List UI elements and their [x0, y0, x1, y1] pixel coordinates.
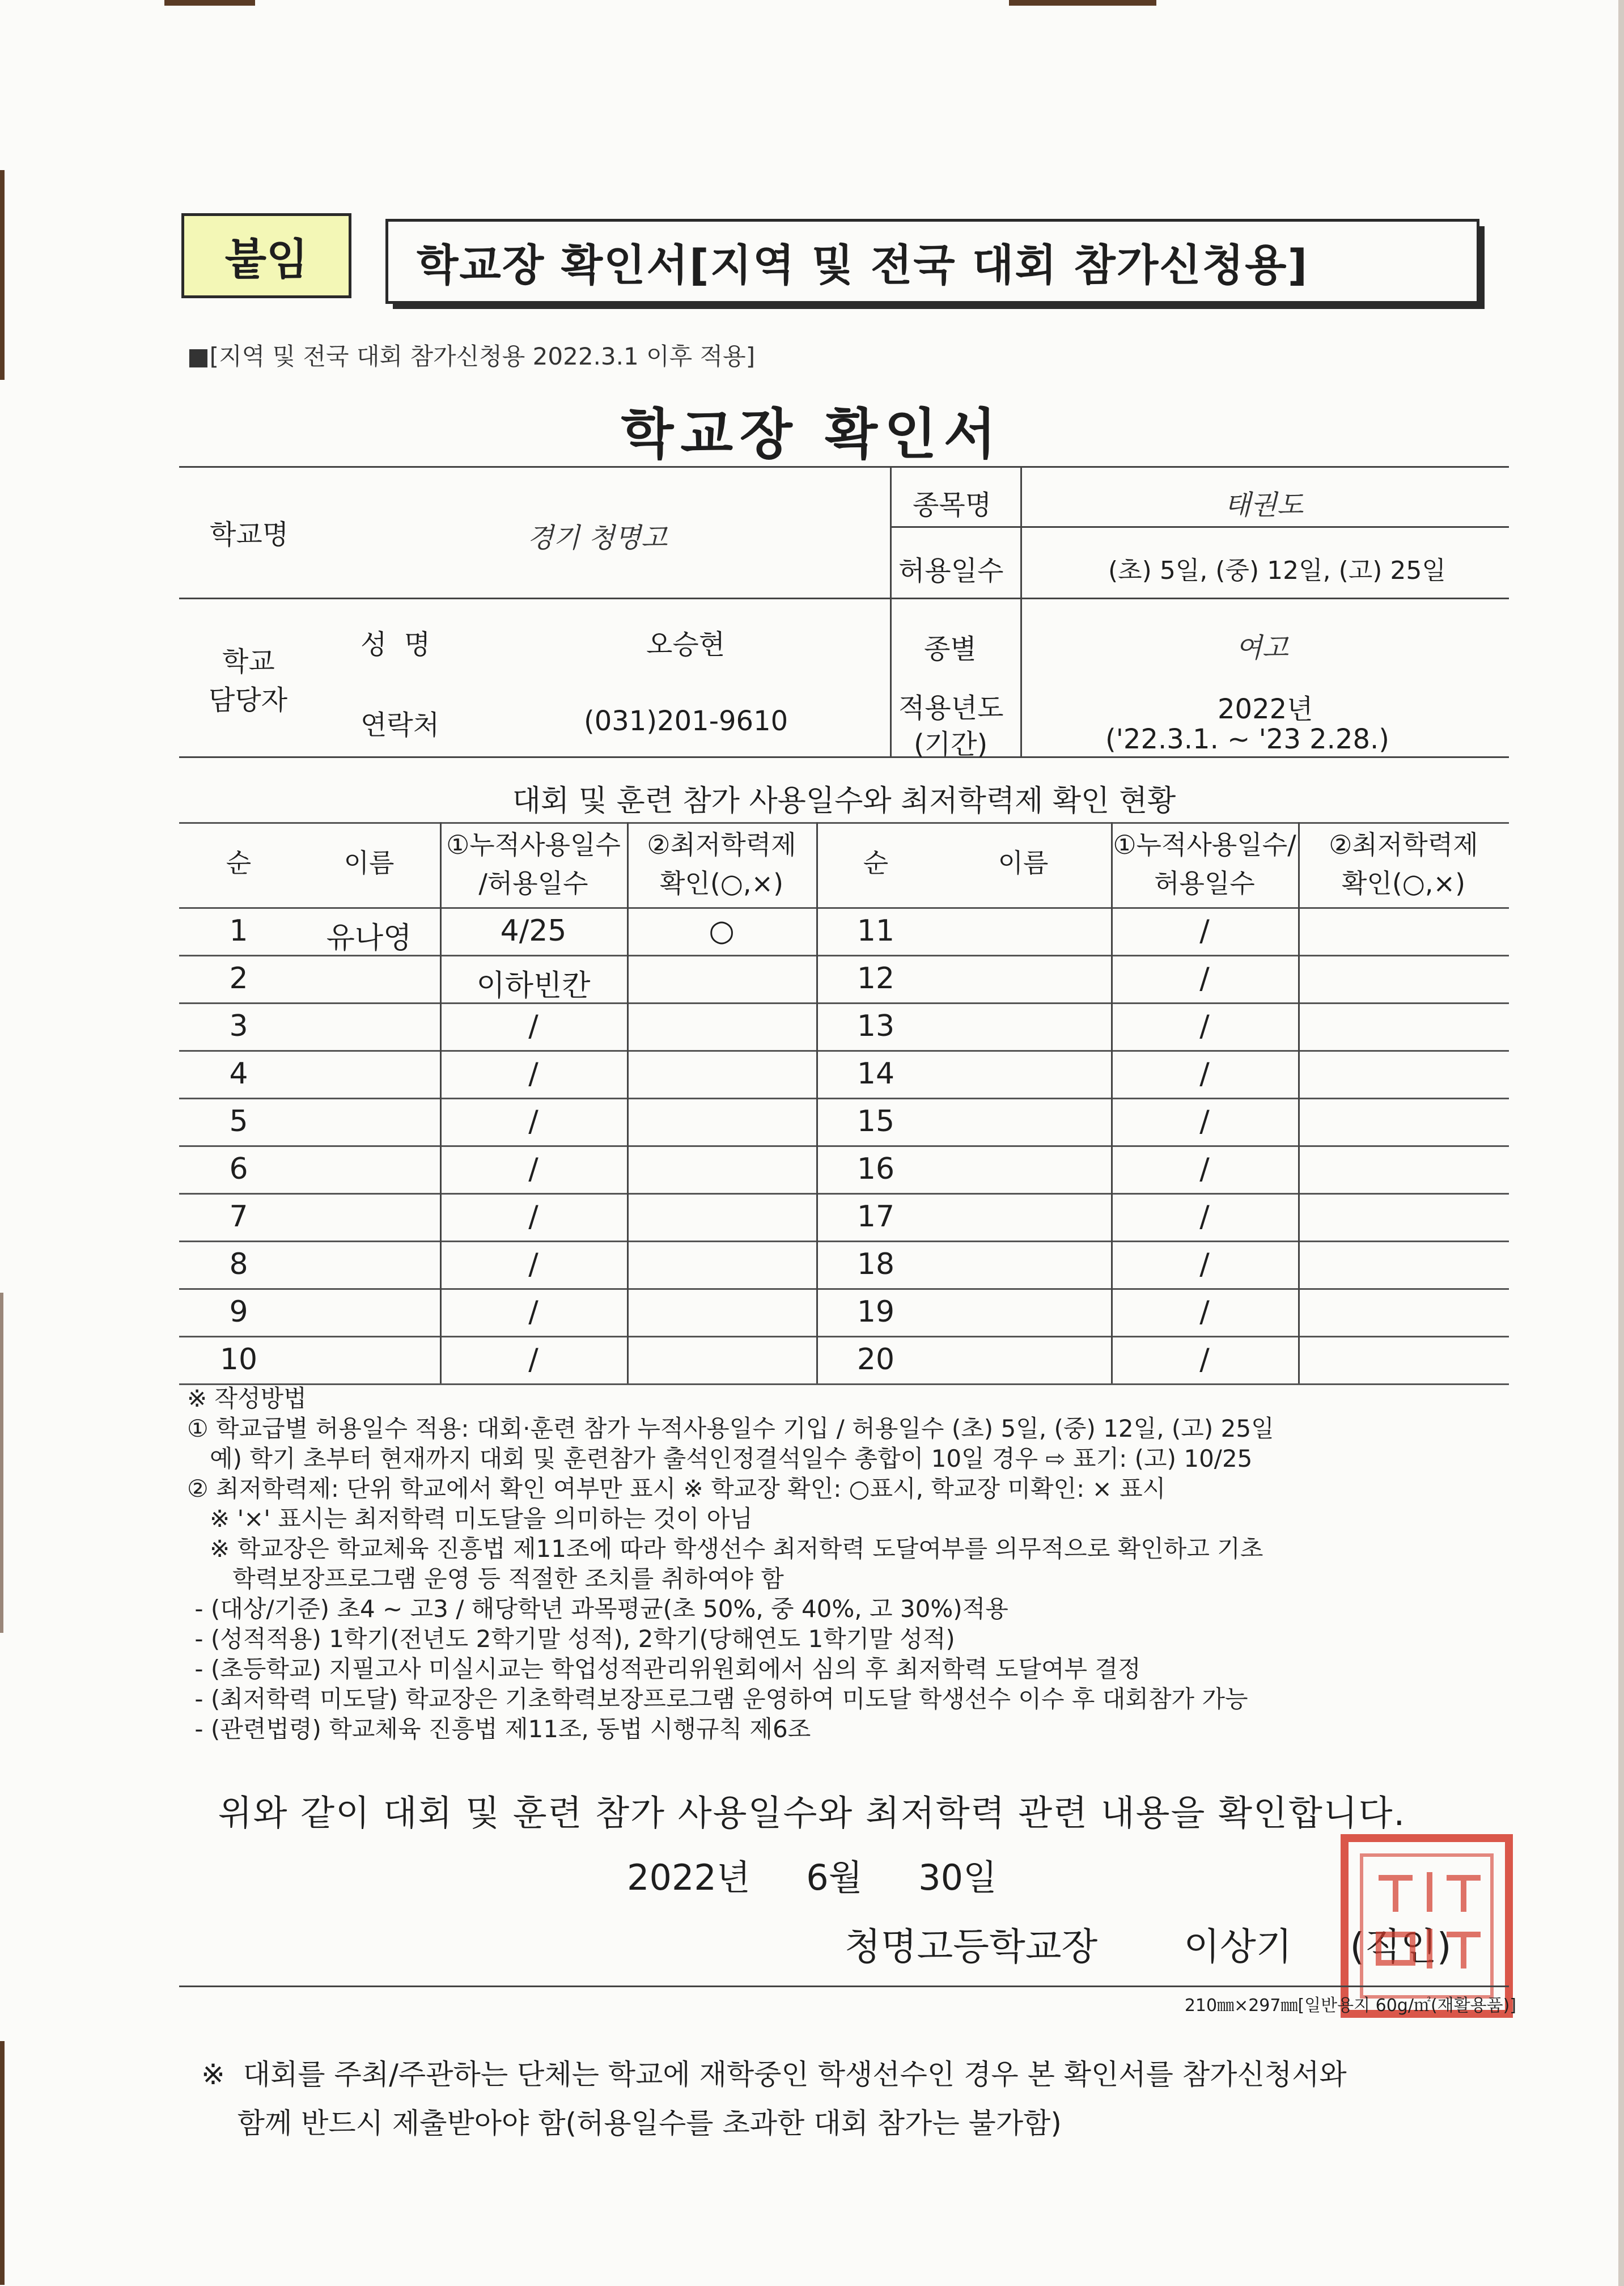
table-row-line — [179, 1288, 1509, 1290]
table-header-line — [179, 907, 1509, 909]
info-line-bottom — [179, 756, 1509, 758]
table-cell-no: 5 — [229, 1104, 248, 1138]
table-cell-days: 4/25 — [500, 914, 567, 948]
table-cell-days: / — [528, 1295, 538, 1329]
table-cell-no-r: 12 — [856, 962, 895, 996]
attachment-tag: 붙임 — [181, 213, 351, 298]
scan-edge-top-left — [164, 0, 255, 6]
table-top-line — [179, 822, 1509, 824]
table-cell-days-r: / — [1199, 1152, 1210, 1186]
instruction-line: 예) 학기 초부터 현재까지 대회 및 훈련참가 출석인정결석일수 총합이 10일 경우 ⇨ 표기: (고) 10/25 — [187, 1445, 1253, 1472]
year-value-2: ('22.3.1. ~ '23 2.28.) — [1105, 723, 1389, 755]
table-cell-no: 7 — [229, 1200, 248, 1234]
staff-label-2: 담당자 — [209, 684, 288, 716]
allowed-days-label: 허용일수 — [898, 555, 1004, 587]
info-vline-2 — [1020, 466, 1022, 756]
instruction-line: - (초등학교) 지필고사 미실시교는 학업성적관리위원회에서 심의 후 최저학력 도달여부 결정 — [187, 1655, 1141, 1683]
sport-label: 종목명 — [913, 489, 992, 521]
header-acad-right-2: 확인(○,×) — [1341, 868, 1466, 899]
table-cell-no: 9 — [229, 1295, 248, 1329]
table-cell-days-r: / — [1199, 962, 1210, 996]
submission-note — [201, 2050, 1347, 2148]
table-cell-no-r: 16 — [856, 1152, 895, 1186]
table-cell-no: 10 — [219, 1343, 258, 1377]
submission-note-line-1: ※ 대회를 주최/주관하는 단체는 학교에 재학중인 학생선수인 경우 본 확인서를 참가신청서와 — [201, 2058, 1347, 2091]
school-label: 학교명 — [210, 519, 289, 551]
header-name-right: 이름 — [998, 848, 1049, 878]
table-cell-days-r: / — [1199, 1343, 1210, 1377]
name-label: 성 명 — [361, 629, 431, 661]
principal-title: 청명고등학교장 — [845, 1925, 1098, 1968]
principal-name: 이상기 — [1184, 1925, 1292, 1968]
header-days-right-1: ①누적사용일수/ — [1113, 829, 1296, 860]
table-cell-days: / — [528, 1200, 538, 1234]
table-vline-5 — [1298, 822, 1300, 1383]
table-cell-days: / — [528, 1343, 538, 1377]
issue-date: 2022년 6월 30일 — [627, 1857, 997, 1898]
table-cell-name: 유나영 — [326, 921, 412, 955]
header-acad-2: 확인(○,×) — [659, 868, 784, 899]
info-vline-1 — [890, 466, 892, 756]
table-row-line — [179, 1002, 1509, 1004]
header-days-2: /허용일수 — [478, 868, 588, 899]
paper-size-note: 210㎜×297㎜[일반용지 60g/㎡(재활용품)] — [1184, 1996, 1516, 2016]
header-acad-1: ②최저학력제 — [647, 829, 796, 860]
table-cell-acad: ○ — [709, 914, 735, 948]
table-row-line — [179, 1336, 1509, 1337]
header-days-right-2: 허용일수 — [1154, 868, 1255, 899]
instruction-line: ※ 작성방법 — [187, 1385, 307, 1412]
scan-edge-top-right — [1009, 0, 1156, 6]
table-cell-no: 2 — [229, 962, 248, 996]
confirmation-statement: 위와 같이 대회 및 훈련 참가 사용일수와 최저학력 관련 내용을 확인합니다. — [218, 1792, 1406, 1834]
table-cell-no-r: 11 — [856, 914, 895, 948]
header-no-right: 순 — [863, 848, 889, 878]
instruction-line: ※ 학교장은 학교체육 진흥법 제11조에 따라 학생선수 최저학력 도달여부를 의무적으로 확인하고 기초 — [187, 1535, 1263, 1563]
gender-label: 종별 — [924, 633, 977, 665]
header-name: 이름 — [344, 848, 395, 878]
year-label-1: 적용년도 — [898, 692, 1004, 724]
table-vline-2 — [627, 822, 629, 1383]
table-cell-days-r: / — [1199, 1247, 1210, 1281]
form-heading: 학교장 확인서[지역 및 전국 대회 참가신청용] — [385, 219, 1479, 304]
table-cell-days: / — [528, 1057, 538, 1091]
table-cell-no-r: 14 — [856, 1057, 895, 1091]
document-title: 학교장 확인서 — [621, 403, 1003, 466]
table-caption: 대회 및 훈련 참가 사용일수와 최저학력제 확인 현황 — [512, 784, 1176, 818]
table-cell-no-r: 18 — [856, 1247, 895, 1281]
instruction-line: - (최저학력 미도달) 학교장은 기초학력보장프로그램 운영하여 미도달 학생선수 이수 후 대회참가 가능 — [187, 1685, 1248, 1713]
table-cell-no: 1 — [229, 914, 248, 948]
name-value: 오승현 — [646, 629, 726, 661]
footer-divider — [179, 1986, 1509, 1987]
seal-label: (직인) — [1350, 1925, 1452, 1968]
year-value-1: 2022년 — [1218, 693, 1313, 725]
table-cell-days: / — [528, 1247, 538, 1281]
year-label-2: (기간) — [914, 729, 988, 760]
table-cell-no: 6 — [229, 1152, 248, 1186]
instruction-line: ② 최저학력제: 단위 학교에서 확인 여부만 표시 ※ 학교장 확인: ○표시, 학교장 미확인: × 표시 — [187, 1475, 1166, 1502]
gender-value: 여고 — [1236, 632, 1288, 664]
table-cell-days-r: / — [1199, 914, 1210, 948]
header-no: 순 — [226, 848, 252, 878]
table-cell-no-r: 19 — [856, 1295, 895, 1329]
table-row-line — [179, 1383, 1509, 1385]
instruction-line: ① 학교급별 허용일수 적용: 대회·훈련 참가 누적사용일수 기입 / 허용일수 (초) 5일, (중) 12일, (고) 25일 — [187, 1415, 1274, 1442]
table-cell-days: / — [528, 1009, 538, 1043]
table-cell-days: / — [528, 1152, 538, 1186]
submission-note-line-2: 함께 반드시 제출받아야 함(허용일수를 초과한 대회 참가는 불가함) — [201, 2107, 1062, 2140]
instruction-line: - (대상/기준) 초4 ~ 고3 / 해당학년 과목평균(초 50%, 중 40%, 고 30%)적용 — [187, 1595, 1008, 1623]
instruction-line: - (관련법령) 학교체육 진흥법 제11조, 동법 시행규칙 제6조 — [187, 1715, 811, 1743]
info-line-mid — [179, 598, 1509, 599]
table-row-line — [179, 1193, 1509, 1195]
table-cell-days-r: / — [1199, 1104, 1210, 1138]
table-cell-days-r: / — [1199, 1200, 1210, 1234]
info-line-top — [179, 466, 1509, 468]
table-cell-days: / — [528, 1104, 538, 1138]
contact-value: (031)201-9610 — [584, 705, 788, 737]
instruction-line: 학력보장프로그램 운영 등 적절한 조치를 취하여야 함 — [187, 1565, 784, 1593]
header-days-1: ①누적사용일수 — [446, 829, 621, 860]
table-cell-days: 이하빈칸 — [476, 969, 591, 1003]
staff-label-1: 학교 — [222, 646, 275, 678]
table-cell-no-r: 13 — [856, 1009, 895, 1043]
instruction-line: ※ '×' 표시는 최저학력 미도달을 의미하는 것이 아님 — [187, 1505, 753, 1533]
instruction-line: - (성적적용) 1학기(전년도 2학기말 성적), 2학기(당해연도 1학기말 성적) — [187, 1625, 955, 1653]
table-row-line — [179, 1145, 1509, 1147]
table-cell-days-r: / — [1199, 1057, 1210, 1091]
table-cell-no: 3 — [229, 1009, 248, 1043]
header-acad-right-1: ②최저학력제 — [1329, 829, 1478, 860]
school-value: 경기 청명고 — [527, 522, 668, 554]
sport-value: 태권도 — [1224, 489, 1304, 521]
info-line-mid-right — [890, 526, 1509, 528]
allowed-days-value: (초) 5일, (중) 12일, (고) 25일 — [1108, 556, 1446, 585]
applicability-note: ■[지역 및 전국 대회 참가신청용 2022.3.1 이후 적용] — [187, 342, 756, 370]
table-row-line — [179, 1241, 1509, 1242]
table-cell-days-r: / — [1199, 1295, 1210, 1329]
table-cell-no: 8 — [229, 1247, 248, 1281]
table-row-line — [179, 1098, 1509, 1099]
table-cell-no-r: 20 — [856, 1343, 895, 1377]
table-cell-no-r: 15 — [856, 1104, 895, 1138]
table-cell-days-r: / — [1199, 1009, 1210, 1043]
table-row-line — [179, 1050, 1509, 1052]
scan-edge-left-2 — [0, 1293, 3, 1633]
table-cell-no-r: 17 — [856, 1200, 895, 1234]
scan-edge-left-3 — [0, 2041, 5, 2285]
scan-edge-right — [1618, 0, 1624, 2286]
scan-edge-left-1 — [0, 170, 5, 380]
contact-label: 연락처 — [361, 709, 440, 741]
table-cell-no: 4 — [229, 1057, 248, 1091]
